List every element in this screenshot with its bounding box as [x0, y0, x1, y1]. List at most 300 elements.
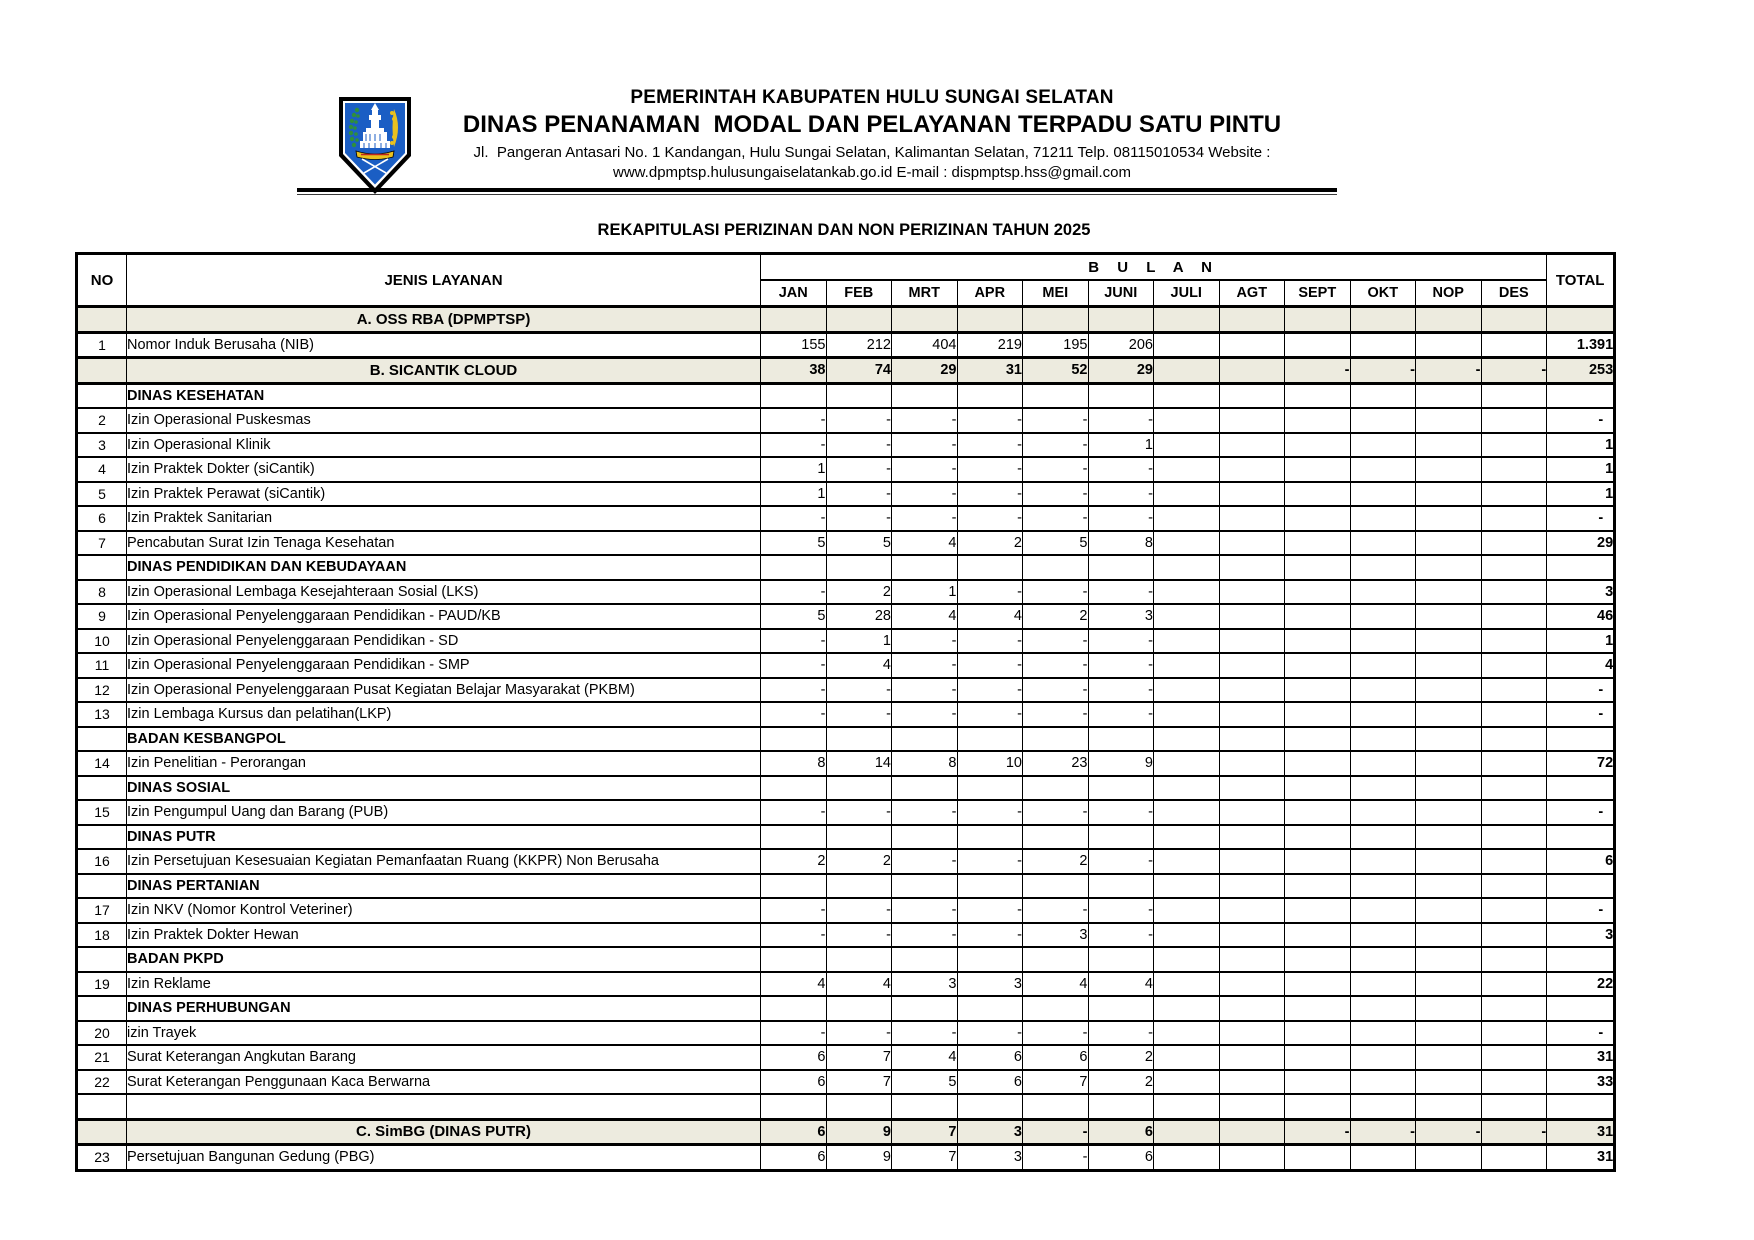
month-value-cell: 1: [826, 629, 892, 654]
month-value-cell: [892, 727, 958, 752]
month-value-cell: [1219, 1070, 1285, 1095]
month-value-cell: -: [957, 506, 1023, 531]
col-header-month-juni: JUNI: [1088, 280, 1154, 307]
government-name: PEMERINTAH KABUPATEN HULU SUNGAI SELATAN: [630, 87, 1114, 108]
month-value-cell: [1416, 457, 1482, 482]
month-value-cell: [1154, 849, 1220, 874]
month-value-cell: -: [1088, 506, 1154, 531]
month-value-cell: [1416, 874, 1482, 899]
month-value-cell: [1285, 629, 1351, 654]
group-row: [77, 555, 1615, 580]
month-value-cell: -: [826, 800, 892, 825]
month-value-cell: -: [957, 408, 1023, 433]
month-value-cell: [1416, 1145, 1482, 1171]
month-value-cell: [1350, 332, 1416, 358]
month-value-cell: [1285, 653, 1351, 678]
month-value-cell: [1023, 947, 1089, 972]
month-value-cell: [1219, 1094, 1285, 1119]
month-value-cell: -: [892, 923, 958, 948]
month-value-cell: [957, 307, 1023, 333]
month-value-cell: [1154, 947, 1220, 972]
service-label: Izin Operasional Penyelenggaraan Pendidikan - SMP: [127, 653, 761, 678]
month-value-cell: -: [761, 678, 827, 703]
month-value-cell: -: [1023, 678, 1089, 703]
row-no-cell: 20: [77, 1021, 127, 1046]
month-value-cell: -: [1350, 358, 1416, 384]
month-value-cell: -: [1023, 506, 1089, 531]
month-value-cell: -: [1285, 1119, 1351, 1145]
month-value-cell: [826, 874, 892, 899]
month-value-cell: -: [1285, 358, 1351, 384]
month-value-cell: -: [761, 629, 827, 654]
month-value-cell: -: [892, 1021, 958, 1046]
month-value-cell: [1088, 996, 1154, 1021]
page-title: REKAPITULASI PERIZINAN DAN NON PERIZINAN TAHUN 2025: [597, 221, 1091, 239]
month-value-cell: [1416, 751, 1482, 776]
month-value-cell: [1154, 629, 1220, 654]
table-row: [77, 433, 1615, 458]
month-value-cell: 4: [1088, 972, 1154, 997]
month-value-cell: [1219, 702, 1285, 727]
table-row: [77, 751, 1615, 776]
month-value-cell: [761, 555, 827, 580]
month-value-cell: 2: [1088, 1070, 1154, 1095]
month-value-cell: [1481, 947, 1547, 972]
month-value-cell: [1154, 702, 1220, 727]
month-value-cell: [957, 874, 1023, 899]
month-value-cell: 6: [761, 1070, 827, 1095]
month-value-cell: [1481, 678, 1547, 703]
month-value-cell: [1154, 751, 1220, 776]
table-row: [77, 1045, 1615, 1070]
month-value-cell: [1154, 506, 1220, 531]
month-value-cell: 3: [1088, 604, 1154, 629]
month-value-cell: -: [957, 433, 1023, 458]
month-value-cell: [1219, 898, 1285, 923]
col-header-month-apr: APR: [957, 280, 1023, 307]
month-value-cell: -: [957, 457, 1023, 482]
month-value-cell: [957, 1094, 1023, 1119]
month-value-cell: 7: [892, 1119, 958, 1145]
month-value-cell: [1154, 332, 1220, 358]
month-value-cell: [1481, 1045, 1547, 1070]
table-row: [77, 849, 1615, 874]
month-value-cell: [1350, 604, 1416, 629]
month-value-cell: [1416, 678, 1482, 703]
month-value-cell: [1154, 457, 1220, 482]
month-value-cell: -: [826, 433, 892, 458]
month-value-cell: [1481, 800, 1547, 825]
month-value-cell: [1219, 506, 1285, 531]
row-label-cell: [127, 1094, 761, 1119]
month-value-cell: 3: [957, 1145, 1023, 1171]
month-value-cell: [1416, 947, 1482, 972]
month-value-cell: -: [826, 482, 892, 507]
row-no-cell: 13: [77, 702, 127, 727]
month-value-cell: [1285, 1145, 1351, 1171]
month-value-cell: 8: [761, 751, 827, 776]
month-value-cell: 3: [1023, 923, 1089, 948]
table-row: [77, 482, 1615, 507]
month-value-cell: [1350, 776, 1416, 801]
row-total-cell: -: [1547, 1021, 1615, 1046]
month-value-cell: -: [1023, 1119, 1089, 1145]
month-value-cell: 4: [826, 972, 892, 997]
row-total-cell: [1547, 383, 1615, 408]
col-header-month-sept: SEPT: [1285, 280, 1351, 307]
service-label: Izin Lembaga Kursus dan pelatihan(LKP): [127, 702, 761, 727]
month-value-cell: 4: [892, 531, 958, 556]
month-value-cell: -: [1023, 800, 1089, 825]
month-value-cell: 5: [1023, 531, 1089, 556]
month-value-cell: [1285, 580, 1351, 605]
month-value-cell: 38: [761, 358, 827, 384]
month-value-cell: -: [826, 678, 892, 703]
month-value-cell: 3: [892, 972, 958, 997]
month-value-cell: [826, 996, 892, 1021]
month-value-cell: [1154, 1094, 1220, 1119]
month-value-cell: [957, 947, 1023, 972]
table-row: [77, 506, 1615, 531]
month-value-cell: [1416, 1070, 1482, 1095]
month-value-cell: -: [892, 629, 958, 654]
month-value-cell: -: [892, 678, 958, 703]
row-total-cell: [1547, 874, 1615, 899]
month-value-cell: -: [1023, 482, 1089, 507]
table-row: [77, 678, 1615, 703]
month-value-cell: [1481, 482, 1547, 507]
month-value-cell: -: [1088, 800, 1154, 825]
month-value-cell: -: [892, 702, 958, 727]
month-value-cell: [1350, 580, 1416, 605]
month-value-cell: [826, 947, 892, 972]
month-value-cell: [1023, 825, 1089, 850]
month-value-cell: [1219, 307, 1285, 333]
month-value-cell: [1219, 923, 1285, 948]
group-label: BADAN KESBANGPOL: [127, 727, 761, 752]
month-value-cell: 5: [761, 531, 827, 556]
agency-website-email: www.dpmptsp.hulusungaiselatankab.go.id E-mail : dispmptsp.hss@gmail.com: [613, 164, 1131, 181]
month-value-cell: [1023, 555, 1089, 580]
month-value-cell: [892, 874, 958, 899]
table-row: [77, 800, 1615, 825]
month-value-cell: [1154, 408, 1220, 433]
month-value-cell: 6: [957, 1045, 1023, 1070]
month-value-cell: -: [957, 898, 1023, 923]
month-value-cell: [1350, 383, 1416, 408]
month-value-cell: -: [1088, 898, 1154, 923]
row-no-cell: [77, 307, 127, 333]
month-value-cell: [1481, 580, 1547, 605]
row-total-cell: 1: [1547, 433, 1615, 458]
month-value-cell: [1350, 1021, 1416, 1046]
row-total-cell: 1: [1547, 457, 1615, 482]
row-total-cell: -: [1547, 506, 1615, 531]
month-value-cell: -: [957, 678, 1023, 703]
month-value-cell: -: [826, 506, 892, 531]
month-value-cell: [1154, 1045, 1220, 1070]
month-value-cell: -: [826, 457, 892, 482]
row-no-cell: [77, 1119, 127, 1145]
month-value-cell: [1350, 923, 1416, 948]
row-no-cell: 19: [77, 972, 127, 997]
month-value-cell: 212: [826, 332, 892, 358]
letterhead: [440, 86, 1304, 183]
group-label: DINAS PERTANIAN: [127, 874, 761, 899]
month-value-cell: [1219, 849, 1285, 874]
month-value-cell: -: [1023, 898, 1089, 923]
month-value-cell: -: [1088, 849, 1154, 874]
group-label: BADAN PKPD: [127, 947, 761, 972]
month-value-cell: 6: [761, 1045, 827, 1070]
month-value-cell: [1416, 307, 1482, 333]
section-label: B. SICANTIK CLOUD: [127, 358, 761, 384]
month-value-cell: [1219, 874, 1285, 899]
month-value-cell: [1416, 580, 1482, 605]
month-value-cell: [1219, 1045, 1285, 1070]
group-row: [77, 874, 1615, 899]
month-value-cell: [1088, 727, 1154, 752]
month-value-cell: 5: [826, 531, 892, 556]
group-label: DINAS PUTR: [127, 825, 761, 850]
row-total-cell: 22: [1547, 972, 1615, 997]
month-value-cell: [1285, 383, 1351, 408]
month-value-cell: [1219, 947, 1285, 972]
month-value-cell: [1350, 1045, 1416, 1070]
month-value-cell: -: [826, 1021, 892, 1046]
month-value-cell: [761, 727, 827, 752]
month-value-cell: [1219, 800, 1285, 825]
col-header-no: NO: [77, 254, 127, 307]
month-value-cell: 155: [761, 332, 827, 358]
month-value-cell: [1481, 1070, 1547, 1095]
month-value-cell: 9: [826, 1145, 892, 1171]
row-no-cell: 9: [77, 604, 127, 629]
month-value-cell: -: [892, 482, 958, 507]
month-value-cell: [1416, 482, 1482, 507]
month-value-cell: [1023, 996, 1089, 1021]
month-value-cell: [826, 383, 892, 408]
row-total-cell: -: [1547, 678, 1615, 703]
month-value-cell: [1350, 874, 1416, 899]
col-header-month-okt: OKT: [1350, 280, 1416, 307]
empty-row: [77, 1094, 1615, 1119]
month-value-cell: [1219, 358, 1285, 384]
month-value-cell: [957, 555, 1023, 580]
month-value-cell: [1285, 307, 1351, 333]
row-no-cell: 18: [77, 923, 127, 948]
recap-table: [75, 252, 1616, 1172]
month-value-cell: 6: [1088, 1145, 1154, 1171]
table-row: [77, 653, 1615, 678]
month-value-cell: [1416, 849, 1482, 874]
row-no-cell: [77, 825, 127, 850]
month-value-cell: [892, 1094, 958, 1119]
month-value-cell: [1088, 874, 1154, 899]
month-value-cell: -: [1088, 629, 1154, 654]
service-label: Izin Praktek Dokter (siCantik): [127, 457, 761, 482]
month-value-cell: [1350, 751, 1416, 776]
month-value-cell: [761, 383, 827, 408]
month-value-cell: [1350, 898, 1416, 923]
month-value-cell: -: [957, 702, 1023, 727]
month-value-cell: [1154, 825, 1220, 850]
month-value-cell: [826, 555, 892, 580]
month-value-cell: [892, 383, 958, 408]
month-value-cell: 2: [1023, 849, 1089, 874]
service-label: Izin Praktek Perawat (siCantik): [127, 482, 761, 507]
month-value-cell: [1481, 457, 1547, 482]
month-value-cell: [1219, 531, 1285, 556]
month-value-cell: 29: [1088, 358, 1154, 384]
month-value-cell: [1219, 555, 1285, 580]
table-row: [77, 604, 1615, 629]
month-value-cell: -: [1023, 629, 1089, 654]
month-value-cell: [957, 776, 1023, 801]
month-value-cell: [826, 727, 892, 752]
col-header-month-nop: NOP: [1416, 280, 1482, 307]
table-row: [77, 702, 1615, 727]
month-value-cell: [1416, 383, 1482, 408]
month-value-cell: [1350, 996, 1416, 1021]
month-value-cell: -: [957, 923, 1023, 948]
service-label: Surat Keterangan Angkutan Barang: [127, 1045, 761, 1070]
month-value-cell: [1285, 531, 1351, 556]
month-value-cell: [1481, 629, 1547, 654]
section-label: A. OSS RBA (DPMPTSP): [127, 307, 761, 333]
month-value-cell: 5: [761, 604, 827, 629]
col-header-month-agt: AGT: [1219, 280, 1285, 307]
row-no-cell: 15: [77, 800, 127, 825]
month-value-cell: 4: [892, 1045, 958, 1070]
month-value-cell: [1154, 1119, 1220, 1145]
month-value-cell: 7: [1023, 1070, 1089, 1095]
service-label: Izin Persetujuan Kesesuaian Kegiatan Pemanfaatan Ruang (KKPR) Non Berusaha: [127, 849, 761, 874]
month-value-cell: [1350, 947, 1416, 972]
month-value-cell: -: [826, 923, 892, 948]
month-value-cell: 6: [761, 1119, 827, 1145]
month-value-cell: -: [1416, 1119, 1482, 1145]
service-label: Nomor Induk Berusaha (NIB): [127, 332, 761, 358]
month-value-cell: 9: [826, 1119, 892, 1145]
row-total-cell: 31: [1547, 1119, 1615, 1145]
month-value-cell: [1481, 531, 1547, 556]
row-total-cell: 6: [1547, 849, 1615, 874]
month-value-cell: [1481, 727, 1547, 752]
month-value-cell: [1154, 433, 1220, 458]
agency-name: DINAS PENANAMAN MODAL DAN PELAYANAN TERPADU SATU PINTU: [462, 111, 1282, 138]
month-value-cell: [1285, 923, 1351, 948]
month-value-cell: 2: [761, 849, 827, 874]
table-row: [77, 332, 1615, 358]
month-value-cell: [1154, 923, 1220, 948]
month-value-cell: 1: [892, 580, 958, 605]
month-value-cell: -: [1023, 408, 1089, 433]
month-value-cell: -: [826, 702, 892, 727]
month-value-cell: -: [1088, 482, 1154, 507]
row-no-cell: [77, 1094, 127, 1119]
row-total-cell: [1547, 825, 1615, 850]
month-value-cell: -: [892, 800, 958, 825]
month-value-cell: [1350, 457, 1416, 482]
month-value-cell: -: [1023, 580, 1089, 605]
month-value-cell: [1285, 776, 1351, 801]
month-value-cell: [1481, 506, 1547, 531]
letterhead-divider: [297, 188, 1337, 195]
month-value-cell: -: [761, 580, 827, 605]
service-label: Izin Penelitian - Perorangan: [127, 751, 761, 776]
month-value-cell: [1088, 307, 1154, 333]
month-value-cell: [1416, 996, 1482, 1021]
month-value-cell: [1154, 1145, 1220, 1171]
row-total-cell: [1547, 307, 1615, 333]
service-label: Izin Operasional Penyelenggaraan Pusat Kegiatan Belajar Masyarakat (PKBM): [127, 678, 761, 703]
row-total-cell: -: [1547, 702, 1615, 727]
month-value-cell: [1350, 702, 1416, 727]
row-no-cell: 17: [77, 898, 127, 923]
month-value-cell: -: [1023, 653, 1089, 678]
month-value-cell: -: [761, 923, 827, 948]
month-value-cell: -: [957, 653, 1023, 678]
month-value-cell: [826, 776, 892, 801]
month-value-cell: [1154, 874, 1220, 899]
month-value-cell: [1219, 972, 1285, 997]
month-value-cell: 3: [957, 972, 1023, 997]
month-value-cell: [1481, 1145, 1547, 1171]
col-header-month-des: DES: [1481, 280, 1547, 307]
month-value-cell: [1154, 776, 1220, 801]
row-no-cell: [77, 776, 127, 801]
month-value-cell: [1285, 555, 1351, 580]
row-no-cell: 3: [77, 433, 127, 458]
month-value-cell: 2: [826, 849, 892, 874]
row-no-cell: 7: [77, 531, 127, 556]
month-value-cell: [1285, 702, 1351, 727]
month-value-cell: [1219, 776, 1285, 801]
row-no-cell: 2: [77, 408, 127, 433]
month-value-cell: [1219, 1021, 1285, 1046]
month-value-cell: [1285, 947, 1351, 972]
service-label: Izin Operasional Penyelenggaraan Pendidikan - SD: [127, 629, 761, 654]
month-value-cell: -: [1088, 1021, 1154, 1046]
row-no-cell: 8: [77, 580, 127, 605]
month-value-cell: -: [1481, 358, 1547, 384]
month-value-cell: [1154, 727, 1220, 752]
month-value-cell: [1285, 604, 1351, 629]
col-header-month-jan: JAN: [761, 280, 827, 307]
month-value-cell: [1416, 972, 1482, 997]
month-value-cell: [1350, 1070, 1416, 1095]
month-value-cell: -: [761, 506, 827, 531]
month-value-cell: -: [1350, 1119, 1416, 1145]
group-label: DINAS KESEHATAN: [127, 383, 761, 408]
row-no-cell: [77, 358, 127, 384]
month-value-cell: [1219, 996, 1285, 1021]
col-header-month-juli: JULI: [1154, 280, 1220, 307]
service-label: Izin Operasional Puskesmas: [127, 408, 761, 433]
month-value-cell: 206: [1088, 332, 1154, 358]
row-total-cell: 1.391: [1547, 332, 1615, 358]
month-value-cell: -: [892, 849, 958, 874]
row-total-cell: 1: [1547, 482, 1615, 507]
month-value-cell: [1481, 653, 1547, 678]
row-no-cell: [77, 555, 127, 580]
month-value-cell: [1350, 727, 1416, 752]
month-value-cell: [1088, 947, 1154, 972]
month-value-cell: [1154, 1070, 1220, 1095]
month-value-cell: [1350, 506, 1416, 531]
month-value-cell: 6: [1023, 1045, 1089, 1070]
